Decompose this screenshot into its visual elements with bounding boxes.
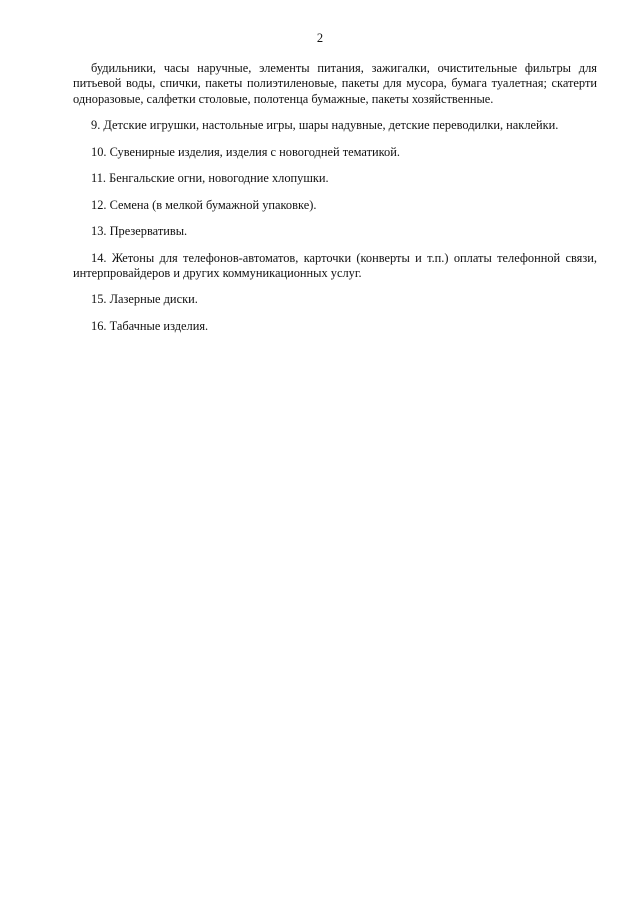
- list-item-14: 14. Жетоны для телефонов-автоматов, карточки (конверты и т.п.) оплаты телефонной связи, интерпровайдеров и других коммуникационных услуг.: [73, 250, 597, 280]
- document-body: [73, 61, 597, 345]
- paragraph-continuation: будильники, часы наручные, элементы питания, зажигалки, очистительные фильтры для питьевой воды, спички, пакеты полиэтиленовые, пакеты для мусора, бумага туалетная; скатерти одноразовые, салфетки столовые, полотенца бумажные, пакеты хозяйственные.: [73, 61, 597, 106]
- list-item-15: 15. Лазерные диски.: [91, 292, 198, 307]
- list-item-10: 10. Сувенирные изделия, изделия с новогодней тематикой.: [91, 144, 400, 159]
- list-item-12: 12. Семена (в мелкой бумажной упаковке).: [91, 197, 317, 212]
- page-number: 2: [316, 31, 324, 45]
- list-item-9: 9. Детские игрушки, настольные игры, шары надувные, детские переводилки, наклейки.: [91, 118, 559, 133]
- list-item-11: 11. Бенгальские огни, новогодние хлопушки.: [91, 171, 329, 186]
- list-item-13: 13. Презервативы.: [91, 224, 188, 239]
- list-item-16: 16. Табачные изделия.: [91, 318, 209, 333]
